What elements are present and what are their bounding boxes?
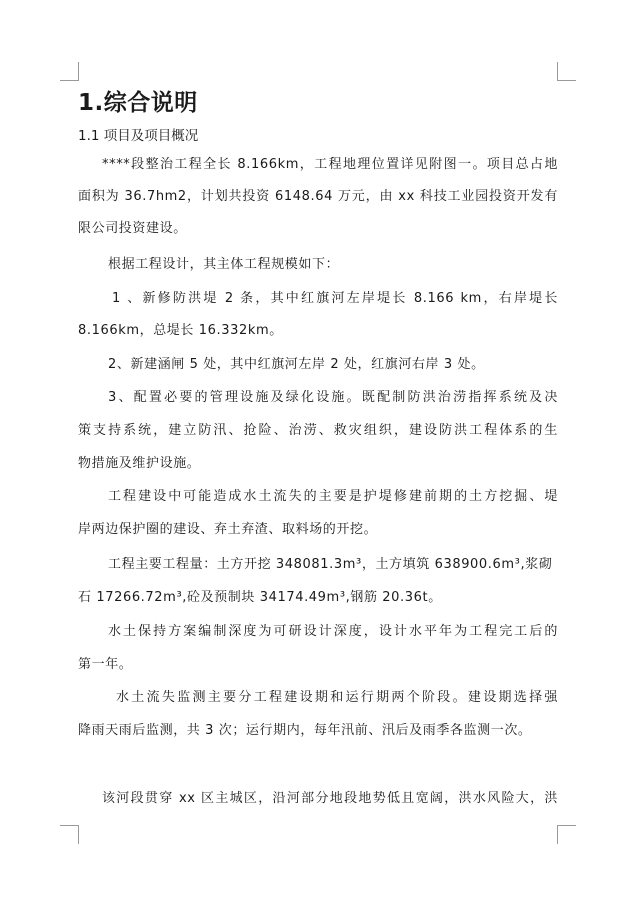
- paragraph-line: 1 、新修防洪堤 2 条，其中红旗河左岸堤长 8.166 km，右岸堤长: [112, 291, 558, 306]
- paragraph-line: 岸两边保护圈的建设、弃土弃渣、取料场的开挖。: [78, 522, 378, 537]
- paragraph-line: [108, 556, 558, 573]
- paragraph-line: 限公司投资建设。: [78, 221, 187, 236]
- subsection-heading: 1.1 项目及项目概况: [78, 128, 199, 144]
- section-heading: 1.综合说明: [78, 90, 198, 116]
- paragraph-line: 第一年。: [78, 657, 133, 672]
- paragraph-line: 工程建设中可能造成水土流失的主要是护堤修建前期的土方挖掘、堤: [108, 489, 558, 504]
- text-run: ³,浆砌: [514, 557, 553, 572]
- margin-mark-bottom-right: [557, 825, 576, 844]
- paragraph-line: 水土流失监测主要分工程建设期和运行期两个阶段。建设期选择强: [116, 690, 558, 705]
- paragraph-line: 根据工程设计，其主体工程规模如下：: [108, 257, 340, 272]
- text-run: ³,钢筋 20.36t。: [339, 590, 442, 605]
- paragraph-line: [78, 589, 558, 606]
- paragraph-line: 降雨天雨后监测，共 3 次；运行期内，每年汛前、汛后及雨季各监测一次。: [78, 723, 532, 738]
- text-run: ³，土方填筑 638900.6m: [356, 557, 515, 572]
- text-run: ³,砼及预制块 34174.49m: [176, 590, 340, 605]
- margin-mark-bottom-left: [60, 825, 79, 844]
- paragraph-line: 策支持系统，建立防汛、抢险、治涝、救灾组织，建设防洪工程体系的生: [78, 423, 558, 438]
- paragraph-line: 该河段贯穿 xx 区主城区，沿河部分地段地势低且宽阔，洪水风险大，洪: [102, 791, 558, 806]
- paragraph-line: 3、配置必要的管理设施及绿化设施。既配制防洪治涝指挥系统及决: [108, 390, 558, 405]
- margin-mark-top-left: [60, 62, 79, 81]
- text-run: 石 17266.72m: [78, 590, 177, 605]
- text-run: 工程主要工程量：土方开挖 348081.3m: [108, 557, 357, 572]
- paragraph-line: 水土保持方案编制深度为可研设计深度，设计水平年为工程完工后的: [108, 624, 558, 639]
- paragraph-line: ****段整治工程全长 8.166km，工程地理位置详见附图一。项目总占地: [102, 157, 558, 172]
- paragraph-line: 物措施及维护设施。: [78, 456, 201, 471]
- paragraph-line: 2、新建涵闸 5 处，其中红旗河左岸 2 处，红旗河右岸 3 处。: [108, 357, 485, 372]
- margin-mark-top-right: [557, 62, 576, 81]
- paragraph-line: 面积为 36.7hm2，计划共投资 6148.64 万元，由 xx 科技工业园投资开发有: [78, 189, 558, 204]
- paragraph-line: 8.166km，总堤长 16.332km。: [78, 323, 283, 338]
